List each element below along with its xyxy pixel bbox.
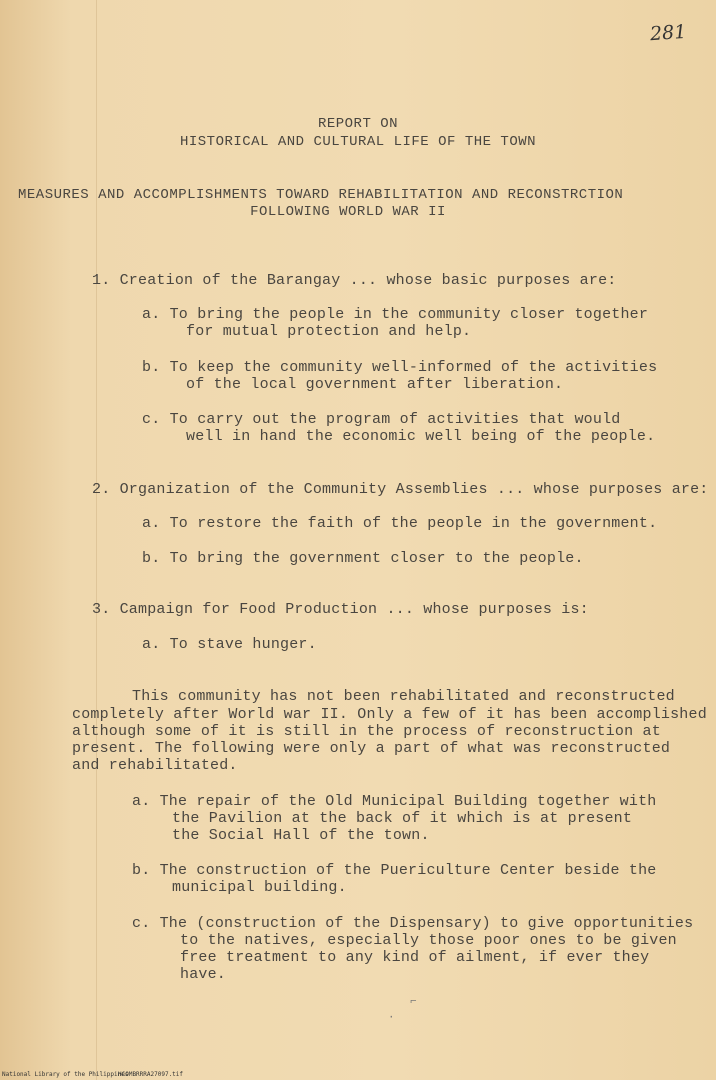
item-1-heading: 1. Creation of the Barangay ... whose basic purposes are: <box>92 272 617 289</box>
stray-mark: ⌐ <box>410 996 417 1008</box>
accomplishment-a-line-1: a. The repair of the Old Municipal Building together with <box>132 793 657 810</box>
item-1b-line-1: b. To keep the community well-informed of the activities <box>142 359 658 376</box>
item-2-heading: 2. Organization of the Community Assemblies ... whose purposes are: <box>92 481 709 498</box>
item-3a-line-1: a. To stave hunger. <box>142 636 317 653</box>
item-3-heading: 3. Campaign for Food Production ... whose purposes is: <box>92 601 589 618</box>
accomplishment-c-line-4: have. <box>180 966 227 983</box>
report-title-line-2: HISTORICAL AND CULTURAL LIFE OF THE TOWN <box>179 134 537 150</box>
section-title-line-1: MEASURES AND ACCOMPLISHMENTS TOWARD REHABILITATION AND RECONSTRCTION <box>18 187 624 203</box>
item-1b-line-2: of the local government after liberation. <box>186 376 564 393</box>
item-1a-line-2: for mutual protection and help. <box>186 323 472 340</box>
item-1a-line-1: a. To bring the people in the community closer together <box>142 306 649 323</box>
accomplishment-c-line-1: c. The (construction of the Dispensary) to give opportunities <box>132 915 694 932</box>
accomplishment-a-line-2: the Pavilion at the back of it which is at present <box>172 810 633 827</box>
item-1c-line-1: c. To carry out the program of activities that would <box>142 411 621 428</box>
accomplishment-a-line-3: the Social Hall of the town. <box>172 827 430 844</box>
section-title-line-2: FOLLOWING WORLD WAR II <box>250 204 446 220</box>
page-number: 281 <box>649 20 687 46</box>
paragraph-line-1: This community has not been rehabilitated and reconstructed <box>132 688 675 705</box>
accomplishment-b-line-1: b. The construction of the Puericulture Center beside the <box>132 862 657 879</box>
accomplishment-c-line-2: to the natives, especially those poor ones to be given <box>180 932 677 949</box>
paragraph-line-5: and rehabilitated. <box>72 757 238 774</box>
footer-file: HCOMBRRRA27097.tif <box>118 1071 184 1078</box>
accomplishment-b-line-2: municipal building. <box>172 879 347 896</box>
footer-library: National Library of the Philippines <box>2 1071 129 1078</box>
paragraph-line-3: although some of it is still in the process of reconstruction at <box>72 723 661 740</box>
paragraph-line-4: present. The following were only a part of what was reconstructed <box>72 740 671 757</box>
item-2a-line-1: a. To restore the faith of the people in the government. <box>142 515 658 532</box>
paragraph-line-2: completely after World war II. Only a few of it has been accomplished <box>72 706 707 723</box>
report-title-line-1: REPORT ON <box>317 116 399 132</box>
page-edge-shadow <box>96 0 97 1080</box>
accomplishment-c-line-3: free treatment to any kind of ailment, if ever they <box>180 949 650 966</box>
item-1c-line-2: well in hand the economic well being of the people. <box>186 428 656 445</box>
stray-dot: · <box>388 1012 395 1024</box>
item-2b-line-1: b. To bring the government closer to the people. <box>142 550 584 567</box>
